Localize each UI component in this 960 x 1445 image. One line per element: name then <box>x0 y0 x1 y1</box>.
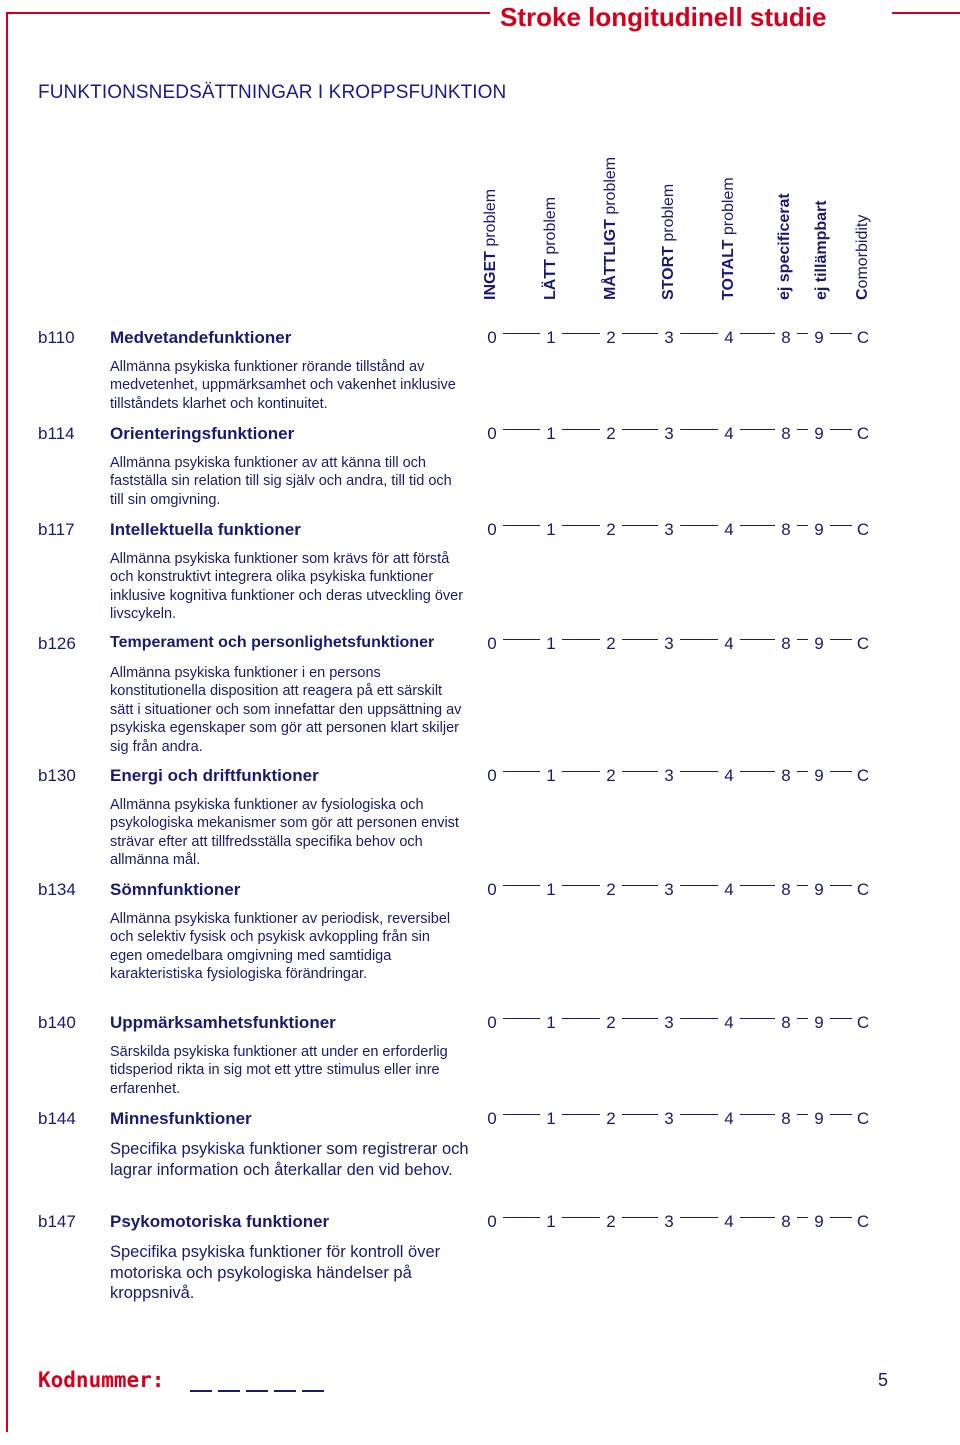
scale-option[interactable]: 0 <box>487 880 497 899</box>
item-description: Allmänna psykiska funktioner rörande tillstånd av medvetenhet, uppmärksamhet och vakenhet inklusive tillståndets klarhet och kontinuitet. <box>110 359 456 412</box>
rating-scale[interactable] <box>0 880 960 902</box>
scale-connector <box>680 771 718 772</box>
scale-option[interactable]: 3 <box>664 1109 674 1128</box>
scale-option[interactable]: 1 <box>546 880 556 899</box>
scale-option[interactable]: 0 <box>487 520 497 539</box>
scale-option[interactable]: 9 <box>814 634 824 653</box>
scale-option[interactable]: 9 <box>814 1212 824 1231</box>
rating-scale[interactable] <box>0 1013 960 1035</box>
scale-connector <box>740 885 775 886</box>
scale-connector <box>622 1217 658 1218</box>
scale-option[interactable]: 9 <box>814 328 824 347</box>
code-blank-4[interactable] <box>274 1390 296 1392</box>
scale-connector <box>680 1018 718 1019</box>
scale-connector <box>830 525 852 526</box>
item-code: b114 <box>38 424 75 443</box>
scale-option[interactable]: 1 <box>546 328 556 347</box>
scale-connector <box>503 333 540 334</box>
item-description: Specifika psykiska funktioner som registrerar och lagrar information och återkallar den vid behov. <box>110 1140 469 1179</box>
scale-connector <box>830 429 852 430</box>
header-rule-right <box>892 12 960 14</box>
scale-connector <box>622 771 658 772</box>
item-code: b117 <box>38 520 75 539</box>
scale-option[interactable]: 4 <box>724 424 734 443</box>
scale-connector <box>562 639 600 640</box>
scale-option[interactable]: 4 <box>724 766 734 785</box>
scale-option[interactable]: 0 <box>487 1212 497 1231</box>
scale-option[interactable]: 3 <box>664 424 674 443</box>
scale-option[interactable]: 3 <box>664 328 674 347</box>
item-code: b110 <box>38 328 75 347</box>
page-number: 5 <box>878 1370 889 1390</box>
code-blank-3[interactable] <box>246 1390 268 1392</box>
scale-option[interactable]: 0 <box>487 424 497 443</box>
item-code: b140 <box>38 1013 76 1032</box>
scale-option[interactable]: 4 <box>724 880 734 899</box>
scale-option[interactable]: 2 <box>606 634 616 653</box>
rating-scale[interactable] <box>0 1212 960 1234</box>
item-description: Allmänna psykiska funktioner av att känna till och fastställa sin relation till sig själv och andra, till tid och till sin omgivning. <box>110 455 452 508</box>
scale-option[interactable]: 4 <box>724 1109 734 1128</box>
scale-connector <box>830 771 852 772</box>
scale-connector <box>797 1018 808 1019</box>
scale-connector <box>797 1217 808 1218</box>
scale-option[interactable]: C <box>856 328 870 347</box>
rating-scale[interactable] <box>0 328 960 350</box>
item-code: b147 <box>38 1212 76 1231</box>
scale-connector <box>562 525 600 526</box>
scale-option[interactable]: 2 <box>606 1212 616 1231</box>
section-heading: FUNKTIONSNEDSÄTTNINGAR I KROPPSFUNKTION <box>38 82 507 103</box>
item-title: Energi och driftfunktioner <box>110 766 319 785</box>
scale-option[interactable]: 0 <box>487 328 497 347</box>
scale-connector <box>797 771 808 772</box>
scale-connector <box>503 639 540 640</box>
scale-option[interactable]: 8 <box>781 634 791 653</box>
scale-connector <box>740 1114 775 1115</box>
scale-option[interactable]: 1 <box>546 1013 556 1032</box>
scale-connector <box>562 1018 600 1019</box>
scale-connector <box>740 1018 775 1019</box>
scale-option[interactable]: 3 <box>664 634 674 653</box>
scale-connector <box>622 1018 658 1019</box>
scale-connector <box>830 885 852 886</box>
scale-connector <box>830 1217 852 1218</box>
rating-scale[interactable] <box>0 766 960 788</box>
rating-scale[interactable] <box>0 424 960 446</box>
scale-option[interactable]: 9 <box>814 1109 824 1128</box>
scale-option[interactable]: 2 <box>606 1013 616 1032</box>
scale-connector <box>503 1217 540 1218</box>
scale-connector <box>797 333 808 334</box>
scale-connector <box>797 1114 808 1115</box>
scale-option[interactable]: C <box>856 1109 870 1128</box>
item-title: Uppmärksamhetsfunktioner <box>110 1013 336 1032</box>
scale-option[interactable]: 1 <box>546 634 556 653</box>
scale-option[interactable]: 3 <box>664 766 674 785</box>
scale-connector <box>830 1018 852 1019</box>
scale-option[interactable]: 8 <box>781 766 791 785</box>
scale-connector <box>503 429 540 430</box>
scale-option[interactable]: 1 <box>546 1212 556 1231</box>
scale-connector <box>622 333 658 334</box>
scale-option[interactable]: 8 <box>781 424 791 443</box>
scale-option[interactable]: 2 <box>606 328 616 347</box>
scale-option[interactable]: 4 <box>724 520 734 539</box>
scale-connector <box>503 885 540 886</box>
code-blank-2[interactable] <box>218 1390 240 1392</box>
item-description: Allmänna psykiska funktioner i en persons konstitutionella disposition att reagera på ett särskilt sätt i situationer och som innefattar den uppsättning av psykiska egenskaper som gör att personen klart skiljer sig från andra. <box>110 665 462 755</box>
scale-option[interactable]: 9 <box>814 424 824 443</box>
scale-connector <box>503 1114 540 1115</box>
item-description: Allmänna psykiska funktioner av fysiologiska och psykologiska mekanismer som gör att personen envist strävar efter att tillfredsställa specifika behov och allmänna mål. <box>110 797 459 869</box>
scale-option[interactable]: 8 <box>781 328 791 347</box>
scale-connector <box>562 1217 600 1218</box>
item-title: Minnesfunktioner <box>110 1109 252 1128</box>
scale-connector <box>562 1114 600 1115</box>
scale-connector <box>680 333 718 334</box>
item-title: Orienteringsfunktioner <box>110 424 295 443</box>
item-title: Intellektuella funktioner <box>110 520 301 539</box>
scale-option[interactable]: C <box>856 634 870 653</box>
scale-connector <box>797 525 808 526</box>
code-number-label: Kodnummer: <box>38 1368 165 1392</box>
scale-option[interactable]: 2 <box>606 424 616 443</box>
scale-option[interactable]: C <box>856 1212 870 1231</box>
scale-connector <box>622 1114 658 1115</box>
scale-connector <box>740 429 775 430</box>
scale-connector <box>797 639 808 640</box>
scale-connector <box>622 525 658 526</box>
scale-connector <box>830 639 852 640</box>
scale-option[interactable]: 8 <box>781 520 791 539</box>
scale-option[interactable]: 4 <box>724 634 734 653</box>
scale-connector <box>740 771 775 772</box>
code-blank-1[interactable] <box>190 1390 212 1392</box>
item-description: Allmänna psykiska funktioner som krävs för att förstå och konstruktivt integrera olika psykiska funktioner inklusive kognitiva funktioner och deras utveckling över livscykeln. <box>110 551 464 623</box>
rating-scale[interactable] <box>0 634 960 656</box>
item-title: Medvetandefunktioner <box>110 328 292 347</box>
scale-connector <box>622 885 658 886</box>
scale-option[interactable]: 0 <box>487 766 497 785</box>
scale-option[interactable]: 8 <box>781 880 791 899</box>
scale-option[interactable]: 8 <box>781 1212 791 1231</box>
scale-connector <box>562 885 600 886</box>
scale-option[interactable]: 0 <box>487 1013 497 1032</box>
scale-option[interactable]: C <box>856 880 870 899</box>
scale-option[interactable]: 1 <box>546 424 556 443</box>
item-description: Specifika psykiska funktioner för kontroll över motoriska och psykologiska händelser på kroppsnivå. <box>110 1243 441 1303</box>
scale-option[interactable]: 2 <box>606 1109 616 1128</box>
scale-option[interactable]: 2 <box>606 766 616 785</box>
scale-connector <box>740 1217 775 1218</box>
scale-connector <box>622 639 658 640</box>
scale-option[interactable]: 4 <box>724 1212 734 1231</box>
scale-option[interactable]: C <box>856 520 870 539</box>
scale-option[interactable]: 3 <box>664 1013 674 1032</box>
scale-option[interactable]: 1 <box>546 766 556 785</box>
scale-option[interactable]: 2 <box>606 880 616 899</box>
scale-connector <box>562 429 600 430</box>
scale-option[interactable]: 3 <box>664 880 674 899</box>
scale-connector <box>830 1114 852 1115</box>
scale-connector <box>740 639 775 640</box>
scale-connector <box>680 525 718 526</box>
item-code: b130 <box>38 766 76 785</box>
header-rule-left <box>6 12 490 14</box>
scale-option[interactable]: 9 <box>814 1013 824 1032</box>
scale-option[interactable]: 2 <box>606 520 616 539</box>
scale-connector <box>503 771 540 772</box>
scale-connector <box>680 885 718 886</box>
document-page: Stroke longitudinell studie FUNKTIONSNEDSÄTTNINGAR I KROPPSFUNKTION INGET problem LÄTT problem MÅTTLIGT problem STORT problem TOTALT problem ej specificerat ej tillämpbart Comorbidity b110 Medvetandefunktioner 0 1 2 3 4 8 9 C Allmänna psykiska funktioner rörande tillstånd av medvetenhet, uppmärksamhet och vakenhet inklusive tillståndets klarhet och kontinuitet. b114 Orienteringsfunktioner 0 1 2 3 4 8 9 C Allmänna psykiska funktioner av att känna till och fastställa sin relation till sig själv och andra, till tid och till sin omgivning. b117 Intellektuella funktioner 0 1 2 3 4 8 9 C Allmänna psykiska funktioner som krävs för att förstå och konstruktivt integrera olika psykiska funktioner inklusive kognitiva funktioner och deras utveckling över livscykeln. b126 Temperament och personlighetsfunktioner 0 1 2 3 4 8 9 C Allmänna psykiska funktioner i en persons konstitutionella disposition att reagera på ett särskilt sätt i situationer och som innefattar den uppsättning av psykiska egenskaper som gör att personen klart skiljer sig från andra. b130 Energi och driftfunktioner 0 1 2 3 4 8 9 C Allmänna psykiska funktioner av fysiologiska och psykologiska mekanismer som gör att personen envist strävar efter att tillfredsställa specifika behov och allmänna mål. b134 Sömnfunktioner 0 1 2 3 4 8 9 C Allmänna psykiska funktioner av periodisk, reversibel och selektiv fysisk och psykisk avkoppling från sin egen omedelbara omgivning med samtidiga karakteristiska fysiologiska förändringar. b140 Uppmärksamhetsfunktioner 0 1 2 3 4 8 9 C Särskilda psykiska funktioner att under en erforderlig tidsperiod rikta in sig mot ett yttre stimulus eller inre erfarenhet. b144 Minnesfunktioner 0 1 2 3 4 8 9 C Specifika psykiska funktioner som registrerar och lagrar information och återkallar den vid behov. b147 Psykomotoriska funktioner 0 1 2 3 4 8 9 C Specifika psykiska funktioner för kontroll över motoriska och psykologiska händelser på kroppsnivå. Kodnummer: 5 <box>0 0 960 1445</box>
scale-connector <box>797 429 808 430</box>
scale-option[interactable]: 4 <box>724 328 734 347</box>
item-title: Sömnfunktioner <box>110 880 241 899</box>
scale-option[interactable]: 8 <box>781 1109 791 1128</box>
scale-option[interactable]: 3 <box>664 520 674 539</box>
scale-connector <box>503 525 540 526</box>
scale-connector <box>797 885 808 886</box>
scale-option[interactable]: C <box>856 424 870 443</box>
scale-option[interactable]: 0 <box>487 1109 497 1128</box>
scale-option[interactable]: 0 <box>487 634 497 653</box>
item-description: Särskilda psykiska funktioner att under en erforderlig tidsperiod rikta in sig mot ett yttre stimulus eller inre erfarenhet. <box>110 1044 448 1097</box>
item-code: b126 <box>38 634 76 653</box>
scale-connector <box>503 1018 540 1019</box>
scale-connector <box>680 429 718 430</box>
scale-connector <box>680 1217 718 1218</box>
study-title: Stroke longitudinell studie <box>500 2 827 32</box>
item-description: Allmänna psykiska funktioner av periodisk, reversibel och selektiv fysisk och psykisk avkoppling från sin egen omedelbara omgivning med samtidiga karakteristiska fysiologiska förändringar. <box>110 911 451 983</box>
scale-connector <box>740 525 775 526</box>
item-code: b144 <box>38 1109 76 1128</box>
scale-option[interactable]: 8 <box>781 1013 791 1032</box>
code-blank-5[interactable] <box>302 1390 324 1392</box>
item-title: Psykomotoriska funktioner <box>110 1212 330 1231</box>
scale-connector <box>680 639 718 640</box>
scale-connector <box>740 333 775 334</box>
scale-option[interactable]: 9 <box>814 766 824 785</box>
item-code: b134 <box>38 880 76 899</box>
item-title: Temperament och personlighetsfunktioner <box>110 634 435 651</box>
scale-connector <box>622 429 658 430</box>
scale-connector <box>562 333 600 334</box>
scale-option[interactable]: 1 <box>546 1109 556 1128</box>
scale-connector <box>830 333 852 334</box>
scale-connector <box>562 771 600 772</box>
scale-option[interactable]: 4 <box>724 1013 734 1032</box>
scale-connector <box>680 1114 718 1115</box>
scale-option[interactable]: 9 <box>814 880 824 899</box>
rating-scale[interactable] <box>0 1109 960 1131</box>
scale-option[interactable]: 1 <box>546 520 556 539</box>
scale-option[interactable]: 9 <box>814 520 824 539</box>
scale-option[interactable]: 3 <box>664 1212 674 1231</box>
scale-option[interactable]: C <box>856 766 870 785</box>
scale-option[interactable]: C <box>856 1013 870 1032</box>
rating-scale[interactable] <box>0 520 960 542</box>
